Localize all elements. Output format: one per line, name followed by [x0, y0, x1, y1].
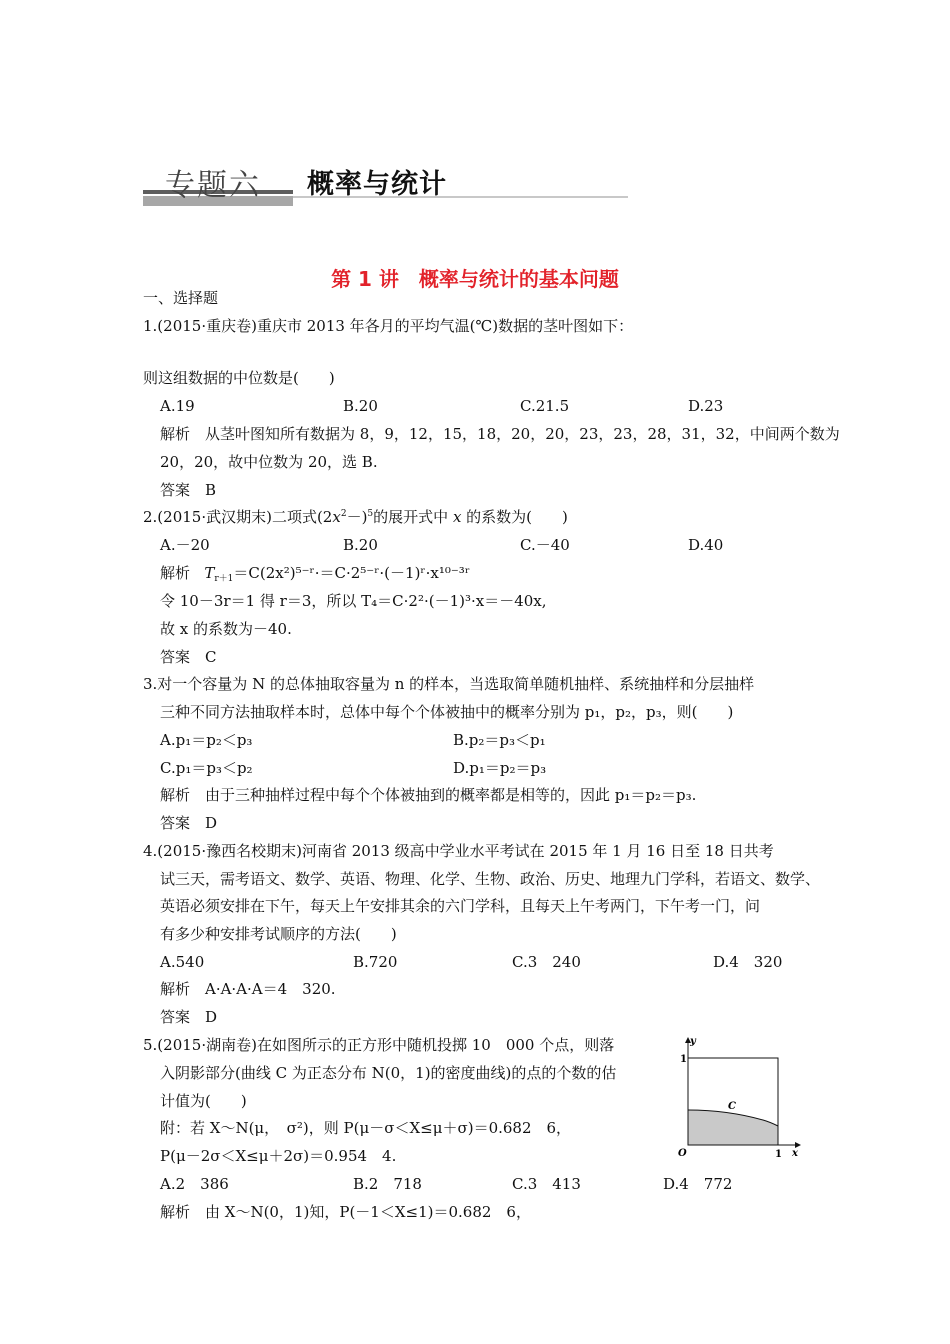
q4-option-c: C.3 240 — [512, 953, 581, 971]
q3-stem-line2: 三种不同方法抽取样本时，总体中每个个体被抽中的概率分别为 p₁，p₂，p₃，则( ) — [160, 703, 734, 721]
q2-stem-part: －) — [346, 508, 368, 526]
q2-analysis — [160, 564, 470, 582]
q3-option-c: C.p₁＝p₃＜p₂ — [160, 759, 253, 777]
q2-option-b: B.20 — [343, 536, 378, 554]
q5-option-d: D.4 772 — [663, 1175, 733, 1193]
q2-stem-part: 2.(2015·武汉期末)二项式(2 — [143, 508, 333, 526]
q1-analysis-line2: 20，20，故中位数为 20，选 B. — [160, 453, 378, 471]
q2-formula-sub: r＋1 — [214, 574, 234, 584]
curve-label: C — [728, 1101, 736, 1112]
q1-option-d: D.23 — [688, 397, 724, 415]
q5-option-c: C.3 413 — [512, 1175, 581, 1193]
shaded-region — [688, 1110, 778, 1145]
chapter-topic: 专题六 — [165, 168, 261, 203]
q2-analysis-label: 解析 — [160, 564, 191, 582]
q2-option-d: D.40 — [688, 536, 724, 554]
q5-stem-line3: 计值为( ) — [160, 1092, 247, 1110]
q1-ask: 则这组数据的中位数是( ) — [143, 369, 335, 387]
q4-stem-line3: 英语必须安排在下午，每天上午安排其余的六门学科，且每天上午考两门，下午考一门，问 — [160, 897, 761, 915]
q4-stem-line1: 4.(2015·豫西名校期末)河南省 2013 级高中学业水平考试在 2015 年 1 月 16 日至 18 日共考 — [143, 842, 774, 860]
q2-formula-rest: ＝C(2x²)⁵⁻ʳ·＝C·2⁵⁻ʳ·(－1)ʳ·x¹⁰⁻³ʳ — [233, 564, 471, 582]
q2-option-c: C.－40 — [520, 536, 570, 554]
q4-stem-line2: 试三天，需考语文、数学、英语、物理、化学、生物、政治、历史、地理九门学科，若语文、数学、 — [160, 870, 821, 888]
q3-option-d: D.p₁＝p₂＝p₃ — [453, 759, 547, 777]
q3-option-a: A.p₁＝p₂＜p₃ — [160, 731, 253, 749]
y-axis-label: y — [690, 1036, 696, 1047]
q2-stem-exp: 2 — [340, 509, 347, 519]
q2-answer: 答案 C — [160, 648, 217, 666]
q5-option-a: A.2 386 — [160, 1175, 229, 1193]
normal-curve-figure — [668, 1030, 808, 1160]
q2-option-a: A.－20 — [160, 536, 210, 554]
q3-option-b: B.p₂＝p₃＜p₁ — [453, 731, 546, 749]
lecture-title: 第 1 讲 概率与统计的基本问题 — [331, 267, 619, 291]
q2-stem-part: 的展开式中 — [373, 508, 453, 526]
q5-analysis: 解析 由 X～N(0，1)知，P(－1＜X≤1)＝0.682 6， — [160, 1203, 531, 1221]
q5-stem-line2: 入阴影部分(曲线 C 为正态分布 N(0，1)的密度曲线)的点的个数的估 — [160, 1064, 617, 1082]
q2-stem — [143, 508, 568, 526]
q2-formula-t: T — [204, 564, 215, 582]
q5-option-b: B.2 718 — [353, 1175, 422, 1193]
q5-note-line1: 附：若 X～N(μ， σ²)，则 P(μ－σ＜X≤μ＋σ)＝0.682 6， — [160, 1119, 572, 1137]
x-tick-one: 1 — [775, 1149, 782, 1160]
q4-option-a: A.540 — [160, 953, 205, 971]
origin-label: O — [678, 1148, 687, 1159]
chapter-subject: 概率与统计 — [307, 169, 447, 200]
q2-analysis-line3: 故 x 的系数为－40. — [160, 620, 292, 638]
q2-analysis-line2: 令 10－3r＝1 得 r＝3，所以 T₄＝C·2²·(－1)³·x＝－40x, — [160, 592, 547, 610]
q4-option-b: B.720 — [353, 953, 398, 971]
q2-stem-var: x — [452, 508, 462, 526]
section-heading: 一、选择题 — [143, 289, 219, 307]
q1-answer: 答案 B — [160, 481, 217, 499]
q1-option-b: B.20 — [343, 397, 378, 415]
q5-stem-line1: 5.(2015·湖南卷)在如图所示的正方形中随机投掷 10 000 个点，则落 — [143, 1036, 615, 1054]
q2-stem-exp: 5 — [367, 509, 374, 519]
chapter-banner — [143, 156, 628, 208]
y-tick-one: 1 — [680, 1054, 687, 1065]
q1-stem: 1.(2015·重庆卷)重庆市 2013 年各月的平均气温(℃)数据的茎叶图如下： — [143, 317, 634, 335]
q1-option-c: C.21.5 — [520, 397, 570, 415]
q4-stem-line4: 有多少种安排考试顺序的方法( ) — [160, 925, 397, 943]
q4-answer: 答案 D — [160, 1008, 218, 1026]
q4-analysis: 解析 A·A·A·A＝4 320. — [160, 980, 336, 998]
q1-option-a: A.19 — [160, 397, 195, 415]
q1-analysis-line1: 解析 从茎叶图知所有数据为 8，9，12，15，18，20，20，23，23，28，31，32，中间两个数为 — [160, 425, 840, 443]
q5-note-line2: P(μ－2σ＜X≤μ＋2σ)＝0.954 4. — [160, 1147, 397, 1165]
q3-answer: 答案 D — [160, 814, 218, 832]
q4-option-d: D.4 320 — [713, 953, 783, 971]
q2-stem-var: x — [332, 508, 341, 526]
q2-stem-part: 的系数为( ) — [461, 508, 568, 526]
q3-stem-line1: 3.对一个容量为 N 的总体抽取容量为 n 的样本，当选取简单随机抽样、系统抽样和分层抽样 — [143, 675, 755, 693]
x-axis-label: x — [792, 1148, 798, 1159]
q3-analysis: 解析 由于三种抽样过程中每个个体被抽到的概率都是相等的，因此 p₁＝p₂＝p₃. — [160, 786, 697, 804]
